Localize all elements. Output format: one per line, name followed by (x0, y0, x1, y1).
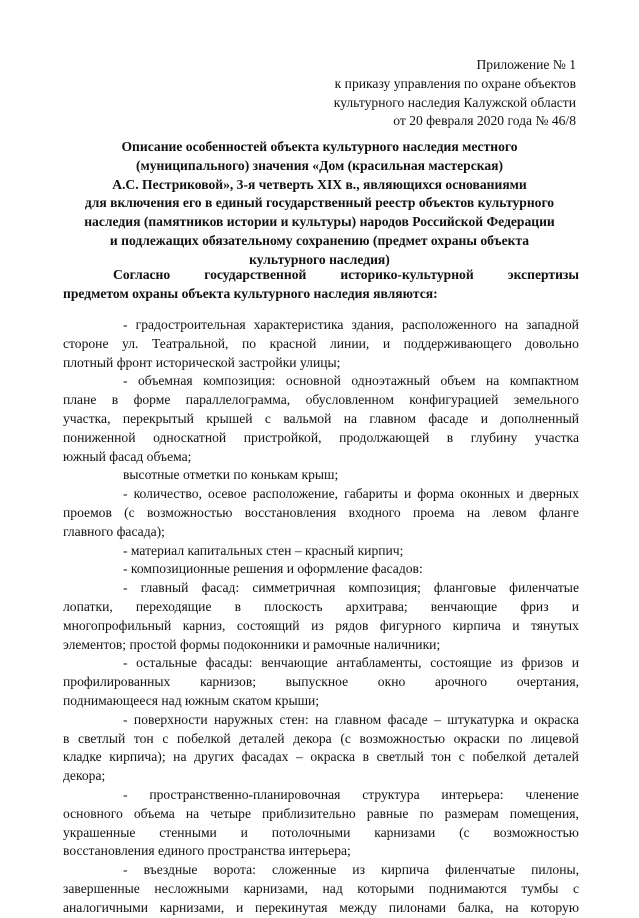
body-word: пилонами (388, 899, 447, 915)
body-line-text: - композиционные решения и оформление фасадов: (123, 561, 423, 577)
body-word: фланге (538, 504, 579, 520)
body-word: деталей (533, 749, 579, 765)
body-word: основной (285, 373, 341, 389)
body-word: габариты (344, 486, 398, 502)
body-word: одноэтажный (351, 373, 430, 389)
body-word: на (185, 805, 200, 821)
annex-line: Приложение № 1 (476, 57, 576, 72)
body-word: поверхности (133, 711, 208, 727)
body-line-text: декора; (63, 768, 106, 784)
title-line: (муниципального) значения «Дом (красильная мастерская) (135, 157, 504, 173)
body-word: дверных (529, 486, 579, 502)
body-word: кирпича); (109, 749, 166, 765)
body-word: аналогичными (63, 899, 149, 915)
body-word: приблизительно (262, 805, 356, 821)
body-word: фасаде (428, 410, 469, 426)
body-word: в (234, 598, 242, 614)
body-word: которыми (357, 880, 415, 896)
body-line (63, 391, 579, 410)
body-word: возможностью (359, 730, 446, 746)
body-word: главный (140, 580, 189, 596)
body-line (63, 504, 579, 523)
body-word: побелкой (177, 730, 231, 746)
body-word: объем (440, 373, 476, 389)
body-word: вальмой (283, 410, 332, 426)
body-word: и (480, 410, 488, 426)
body-word: между (339, 899, 377, 915)
intro-word: Согласно (113, 267, 171, 282)
body-line (63, 861, 579, 880)
body-word: пристройкой, (243, 429, 322, 445)
body-word: четыре (210, 805, 251, 821)
body-word: конфигурацией (409, 392, 499, 408)
body-word: оконных (460, 486, 511, 502)
intro-line (113, 266, 579, 285)
intro-word: государственной (204, 267, 307, 282)
body-word: карнизами, (159, 899, 225, 915)
body-line (63, 560, 579, 579)
annex-line: культурного наследия Калужской области (333, 94, 576, 110)
body-word: ворота: (213, 862, 256, 878)
title-line: А.С. Пестриковой», 3-я четверть XIX в., являющихся основаниями (112, 176, 527, 192)
body-word: поднимаются (428, 880, 507, 896)
body-word: - (123, 862, 128, 878)
body-word: западной (526, 317, 579, 332)
body-word: - (123, 317, 128, 332)
intro-word: экспертизы (507, 267, 579, 282)
body-line (63, 316, 579, 335)
body-line (63, 899, 579, 918)
body-line (63, 617, 579, 636)
body-line-text: элементов; простой формы подоконники и рамочные наличники; (63, 636, 441, 652)
body-word: и (382, 335, 391, 351)
body-line (63, 335, 579, 354)
body-word: структура (362, 786, 420, 802)
body-word: стороне (63, 335, 109, 351)
body-line (63, 767, 579, 786)
body-word: арочного (434, 674, 488, 690)
intro-line: предметом охраны объекта культурного наследия являются: (63, 285, 438, 301)
body-line (63, 654, 579, 673)
annex-line: от 20 февраля 2020 года № 46/8 (393, 113, 576, 129)
body-line (63, 448, 579, 467)
body-line (63, 711, 579, 730)
body-word: из (352, 862, 365, 878)
body-word: профилированных (63, 674, 171, 690)
body-word: симметричная (252, 580, 336, 596)
body-line (63, 410, 579, 429)
body-word: в (446, 429, 454, 445)
body-word: фигурного (379, 617, 442, 633)
body-word: форме (133, 392, 171, 408)
body-word: (с (459, 824, 470, 840)
body-word: пространственно-планировочная (149, 786, 341, 802)
body-line (63, 485, 579, 504)
body-word: объема (133, 805, 175, 821)
body-word: главном (369, 410, 416, 426)
body-word: интерьера: (441, 786, 504, 802)
body-word: на (343, 410, 358, 426)
body-word: с (572, 880, 579, 896)
body-word: штукатурка (447, 711, 515, 727)
body-word: размерам (444, 805, 499, 821)
body-word: красной (269, 335, 317, 351)
body-word: градостроительная (135, 317, 246, 332)
body-word: помещения, (509, 805, 579, 821)
body-word: фасады: (205, 655, 253, 671)
body-word: довольно (525, 335, 579, 351)
body-line-text: - материал капитальных стен – красный кирпич; (123, 542, 404, 558)
body-word: состоящие (430, 655, 492, 671)
body-line (63, 880, 579, 899)
body-line-text: восстановления единого пространства интерьера; (63, 843, 351, 859)
body-word: поддерживающего (403, 335, 512, 351)
body-word: компактном (509, 373, 579, 389)
body-word: осевое (208, 486, 247, 502)
body-word: въездные (143, 862, 198, 878)
body-word: членение (525, 786, 579, 802)
title-line: культурного наследия) (249, 251, 390, 267)
body-word: композиция; (348, 580, 421, 596)
body-word: с (162, 730, 169, 746)
body-word: плане (63, 392, 97, 408)
body-line-text: высотные отметки по конькам крыш; (123, 467, 339, 483)
body-word: тон (431, 749, 452, 765)
annex-header (300, 56, 576, 131)
body-word: и (403, 486, 412, 502)
title-line: для включения его в единый государственный реестр объектов культурного (84, 195, 555, 211)
body-word: и (571, 598, 579, 614)
body-line (63, 542, 579, 561)
body-word: кирпича (381, 862, 430, 878)
body-line (63, 842, 579, 861)
body-word: – (434, 711, 441, 727)
body-word: светлый (376, 749, 424, 765)
body-word: и (512, 617, 520, 633)
body-word: - (123, 711, 128, 727)
title-line: наследия (памятников истории и культуры) народов Российской Федерации (84, 214, 555, 230)
body-word: главном (334, 711, 382, 727)
body-word: участка (534, 429, 579, 445)
body-word: на (466, 504, 481, 520)
body-line (63, 579, 579, 598)
body-line-text: южный фасад объема; (63, 448, 192, 464)
body-word: обусловленном (305, 392, 394, 408)
body-word: левом (492, 504, 527, 520)
body-word: равные (366, 805, 409, 821)
intro-paragraph (63, 266, 579, 304)
body-word: - (123, 655, 128, 671)
body-word: здания, (351, 317, 394, 332)
body-word: балка, (457, 899, 494, 915)
body-word: остальные (136, 655, 198, 671)
body-word: тумбы (521, 880, 559, 896)
body-text (63, 316, 579, 918)
body-word: побелкой (472, 749, 526, 765)
body-word: тянутых (531, 617, 579, 633)
body-word: и (235, 899, 244, 915)
body-word: стенными (159, 824, 217, 840)
body-word: на (504, 317, 519, 332)
body-word: земельного (513, 392, 579, 408)
body-word: Театральной, (151, 335, 229, 351)
body-word: лицевой (531, 730, 579, 746)
body-word: состоящий (236, 617, 300, 633)
body-word: карниз, (182, 617, 226, 633)
body-word: с (264, 410, 271, 426)
body-word: в (111, 392, 119, 408)
body-word: - (123, 486, 128, 502)
body-line (63, 673, 579, 692)
body-word: параллелограмма, (185, 392, 291, 408)
body-line (63, 636, 579, 655)
body-word: антабламенты, (336, 655, 422, 671)
body-word: выпускное (285, 674, 349, 690)
body-line (63, 786, 579, 805)
body-word: лопатки, (63, 598, 113, 614)
body-word: с (458, 749, 465, 765)
body-word: других (194, 749, 235, 765)
body-word: фризов (521, 655, 564, 671)
body-line (63, 523, 579, 542)
body-word: объемная (138, 373, 193, 389)
body-word: участка, (63, 410, 111, 426)
body-word: из (500, 655, 514, 671)
body-line-text: плотный фронт исторической застройки улицы; (63, 354, 341, 370)
body-word: наружных (214, 711, 274, 727)
body-word: в (63, 730, 70, 746)
body-line (63, 805, 579, 824)
body-word: окраски (453, 730, 500, 746)
body-word: возможностью (493, 824, 579, 840)
body-word: линии, (329, 335, 370, 351)
body-word: расположение, (252, 486, 339, 502)
body-word: фасад: (201, 580, 240, 596)
body-word: деталей (239, 730, 285, 746)
body-word: входного (348, 504, 401, 520)
body-word: венчающие (261, 655, 328, 671)
body-word: декора (293, 730, 332, 746)
annex-line: к приказу управления по охране объектов (334, 75, 576, 91)
body-word: на (505, 899, 519, 915)
intro-word: историко-культурной (340, 267, 474, 282)
body-word: которую (530, 899, 579, 915)
body-word: фасаде (387, 711, 428, 727)
body-word: венчающие (430, 598, 498, 614)
body-word: рядов (335, 617, 369, 633)
body-word: окраска (534, 711, 579, 727)
body-word: многопрофильный (63, 617, 172, 633)
body-word: возможностью (146, 504, 233, 520)
body-word: восстановления (244, 504, 337, 520)
body-word: и (240, 824, 248, 840)
body-word: перекинутая (255, 899, 328, 915)
body-word: и (520, 711, 528, 727)
body-line (63, 466, 579, 485)
body-line-text: поднимающееся над южным скатом крыши; (63, 692, 320, 708)
body-word: фланговые (433, 580, 497, 596)
body-word: форма (417, 486, 455, 502)
body-line (63, 354, 579, 373)
body-word: продолжающей (339, 429, 430, 445)
body-word: очертания, (516, 674, 579, 690)
body-word: фасадах (241, 749, 289, 765)
body-line (63, 748, 579, 767)
body-word: односкатной (153, 429, 227, 445)
body-line-text: главного фасада); (63, 523, 165, 539)
body-word: и (516, 486, 524, 502)
body-word: по (508, 730, 523, 746)
body-word: перекрытый (122, 410, 194, 426)
body-word: пониженной (63, 429, 136, 445)
body-word: проема (412, 504, 455, 520)
body-word: и (571, 655, 579, 671)
body-word: - (123, 373, 128, 389)
body-word: фриз (520, 598, 549, 614)
title-line: Описание особенностей объекта культурного наследия местного (121, 139, 518, 154)
body-word: окраска (310, 749, 356, 765)
body-word: проемов (63, 504, 112, 520)
body-word: ул. (122, 335, 139, 351)
body-word: по (419, 805, 434, 821)
body-word: композиция: (203, 373, 276, 389)
body-word: количество, (133, 486, 202, 502)
body-word: карнизами, (243, 880, 308, 896)
body-word: (с (124, 504, 135, 520)
body-word: филенчатые (509, 580, 579, 596)
body-word: кирпича (452, 617, 501, 633)
body-word: на (315, 711, 329, 727)
body-word: несложными (154, 880, 229, 896)
body-word: - (123, 786, 128, 802)
body-word: на (173, 749, 187, 765)
body-word: над (322, 880, 343, 896)
body-word: тон (133, 730, 154, 746)
body-line (63, 598, 579, 617)
body-word: крышей (206, 410, 253, 426)
body-word: завершенные (63, 880, 140, 896)
body-word: - (123, 580, 128, 596)
body-line (63, 692, 579, 711)
body-word: по (241, 335, 257, 351)
body-word: на (485, 373, 500, 389)
body-word: (с (340, 730, 351, 746)
body-word: филенчатые (445, 862, 515, 878)
body-word: окно (377, 674, 406, 690)
title-line: и подлежащих обязательному сохранению (предмет охраны объекта (109, 232, 530, 248)
body-line (63, 372, 579, 391)
body-word: архитрава; (345, 598, 408, 614)
body-word: потолочными (271, 824, 351, 840)
body-line (63, 429, 579, 448)
body-word: расположенного (401, 317, 497, 332)
body-line (63, 730, 579, 749)
body-word: характеристика (253, 317, 344, 332)
body-word: пилоны, (531, 862, 579, 878)
body-word: – (295, 749, 303, 765)
body-word: дополненный (500, 410, 579, 426)
body-word: плоскость (264, 598, 323, 614)
body-word: стен: (279, 711, 309, 727)
body-word: сложенные (271, 862, 337, 878)
body-word: карнизов; (199, 674, 257, 690)
body-word: основного (63, 805, 123, 821)
body-word: из (311, 617, 324, 633)
body-word: украшенные (63, 824, 136, 840)
body-word: карнизами (374, 824, 436, 840)
body-word: светлый (78, 730, 126, 746)
body-line (63, 824, 579, 843)
body-word: кладке (63, 749, 102, 765)
body-word: глубину (470, 429, 518, 445)
body-word: в (362, 749, 370, 765)
body-word: переходящие (135, 598, 212, 614)
document-title (60, 138, 579, 270)
